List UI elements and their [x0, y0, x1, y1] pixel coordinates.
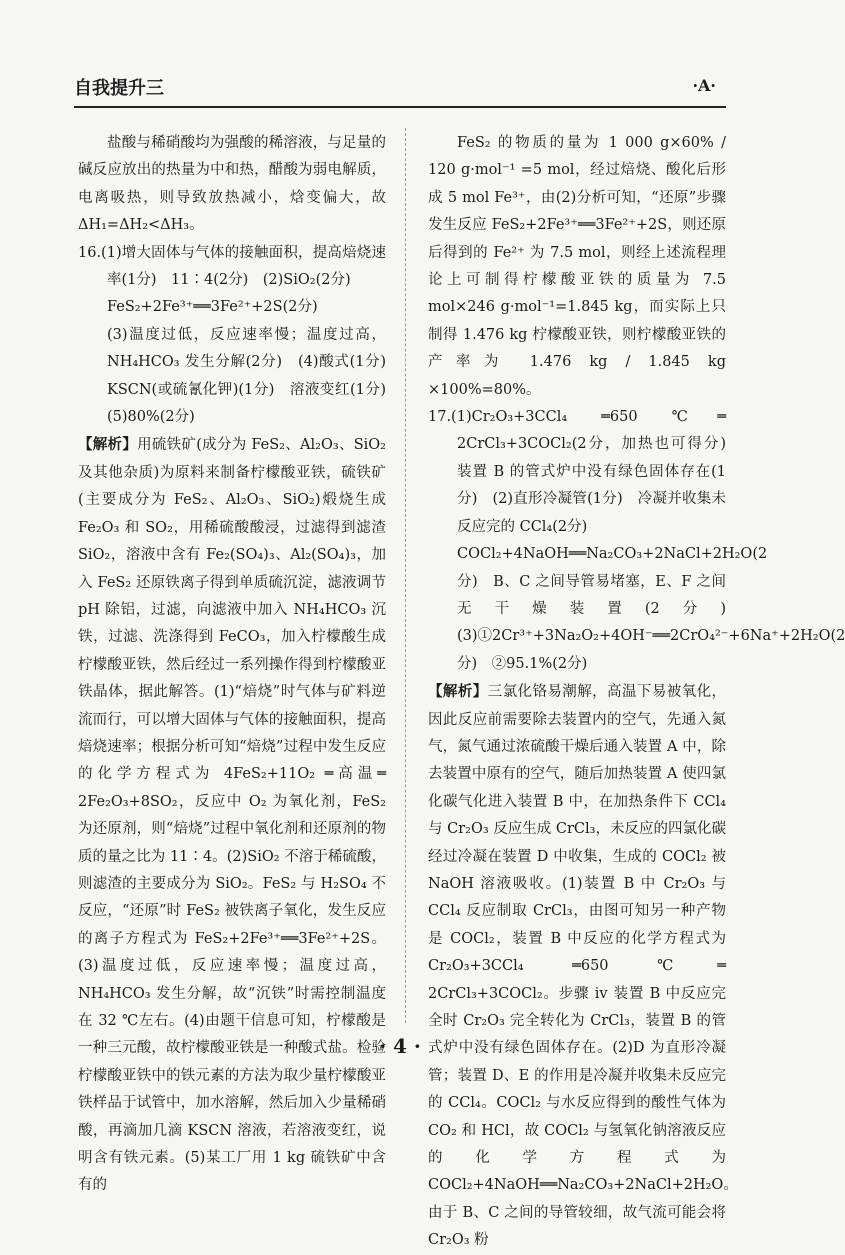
q16-analysis-text: 用硫铁矿(成分为 FeS₂、Al₂O₃、SiO₂ 及其他杂质)为原料来制备柠檬酸亚铁，硫铁矿(主要成分为 FeS₂、Al₂O₃、SiO₂)煅烧生成 Fe₂O₃ 和 SO₂，用稀硫酸酸浸，过滤得到滤渣 SiO₂，溶液中含有 Fe₂(SO₄)₃、Al₂(SO₄)₃，加入 FeS₂ 还原铁离子得到单质硫沉淀，滤液调节 pH 除铝，过滤，向滤液中加入 NH₄HCO₃ 沉铁，过滤、洗涤得到 FeCO₃，加入柠檬酸生成柠檬酸亚铁，然后经过一系列操作得到柠檬酸亚铁晶体，据此解答。(1)“焙烧”时气体与矿料逆流而行，可以增大固体与气体的接触面积，提高焙烧速率；根据分析可知“焙烧”过程中发生反应的化学方程式为 4FeS₂+11O₂ ═高温═ 2Fe₂O₃+8SO₂，反应中 O₂ 为氧化剂，FeS₂ 为还原剂，则“焙烧”过程中氧化剂和还原剂的物质的量之比为 11∶4。(2)SiO₂ 不溶于稀硫酸，则滤渣的主要成分为 SiO₂。FeS₂ 与 H₂SO₄ 不反应，“还原”时 FeS₂ 被铁离子氧化，发生反应的离子方程式为 FeS₂+2Fe³⁺══3Fe²⁺+2S。(3)温度过低，反应速率慢；温度过高，NH₄HCO₃ 发生分解，故“沉铁”时需控制温度在 32 ℃左右。(4)由题干信息可知，柠檬酸是一种三元酸，故柠檬酸亚铁是一种酸式盐。检验柠檬酸亚铁中的铁元素的方法为取少量柠檬酸亚铁样品于试管中，加水溶解，然后加入少量稀硝酸，再滴加几滴 KSCN 溶液，若溶液变红，说明含有铁元素。(5)某工厂用 1 kg 硫铁矿中含有的 — [78, 437, 391, 1194]
q17-analysis — [428, 678, 738, 1255]
q17-answer-part2: COCl₂+4NaOH══Na₂CO₃+2NaCl+2H₂O(2分) B、C 之间导管易堵塞，E、F 之间无干燥装置(2分) (3)①2Cr³⁺+3Na₂O₂+4OH⁻══2CrO₄²⁻+6Na⁺+2H₂O(2分) ②95.1%(2分) — [457, 546, 845, 672]
page-number: · 4 · — [379, 1034, 421, 1058]
q16-answer-equation: FeS₂+2Fe³⁺══3Fe²⁺+2S(2分) — [107, 299, 318, 316]
q17-answer-part1: 17.(1)Cr₂O₃+3CCl₄ ═650 ℃═ 2CrCl₃+3COCl₂(2分，加热也可得分) 装置 B 的管式炉中没有绿色固体存在(1分) (2)直形冷凝管(1分) 冷凝并收集未反应完的 CCl₄(2分) — [428, 409, 741, 535]
right-column — [428, 130, 845, 1249]
column-divider — [405, 128, 406, 1023]
header-section-mark: ·A· — [692, 76, 716, 95]
q16-analysis-label: 【解析】 — [78, 436, 138, 454]
q16-answer-part2: (3)温度过低，反应速率慢；温度过高，NH₄HCO₃ 发生分解(2分) (4)酸式(1分) KSCN(或硫氰化钾)(1分) 溶液变红(1分) (5)80%(2分) — [107, 326, 401, 426]
q17-analysis-label: 【解析】 — [428, 683, 488, 701]
header-rule — [74, 106, 726, 108]
q16-analysis — [78, 431, 391, 1199]
left-column — [78, 130, 401, 1194]
q16-analysis-continued: FeS₂ 的物质的量为 1 000 g×60% / 120 g·mol⁻¹ =5 mol，经过焙烧、酸化后形成 5 mol Fe³⁺，由(2)分析可知，“还原”步骤发生反应 FeS₂+2Fe³⁺══3Fe²⁺+2S，则还原后得到的 Fe²⁺ 为 7.5 mol，则经上述流程理论上可制得柠檬酸亚铁的质量为 7.5 mol×246 g·mol⁻¹=1.845 kg，而实际上只制得 1.476 kg 柠檬酸亚铁，则柠檬酸亚铁的产率为 1.476 kg / 1.845 kg ×100%=80%。 — [428, 135, 731, 398]
q17-analysis-text: 三氯化铬易潮解，高温下易被氧化，因此反应前需要除去装置内的空气，先通入氮气，氮气通过浓硫酸干燥后通入装置 A 中，除去装置中原有的空气，随后加热装置 A 使四氯化碳气化进入装置 B 中，在加热条件下 CCl₄ 与 Cr₂O₃ 反应生成 CrCl₃，未反应的四氯化碳经过冷凝在装置 D 中收集，生成的 COCl₂ 被 NaOH 溶液吸收。(1)装置 B 中 Cr₂O₃ 与 CCl₄ 反应制取 CrCl₃，由图可知另一种产物是 COCl₂，装置 B 中反应的化学方程式为 Cr₂O₃+3CCl₄ ═650 ℃═ 2CrCl₃+3COCl₂。步骤 ⅳ 装置 B 中反应完全时 Cr₂O₃ 完全转化为 CrCl₃，装置 B 的管式炉中没有绿色固体存在。(2)D 为直形冷凝管；装置 D、E 的作用是冷凝并收集未反应完的 CCl₄。COCl₂ 与水反应得到的酸性气体为 CO₂ 和 HCl，故 COCl₂ 与氢氧化钠溶液反应的化学方程式为 COCl₂+4NaOH══Na₂CO₃+2NaCl+2H₂O。由于 B、C 之间的导管较细，故气流可能会将 Cr₂O₃ 粉 — [428, 684, 738, 1249]
left-continuation-paragraph: 盐酸与稀硝酸均为强酸的稀溶液，与足量的碱反应放出的热量为中和热，醋酸为弱电解质，电离吸热，则导致放热减小，焓变偏大，故 ΔH₁=ΔH₂<ΔH₃。 — [78, 135, 391, 234]
header-title: 自我提升三 — [74, 78, 164, 99]
q16-answer-part1: 16.(1)增大固体与气体的接触面积，提高焙烧速率(1分) 11∶4(2分) (2)SiO₂(2分) — [78, 244, 386, 289]
